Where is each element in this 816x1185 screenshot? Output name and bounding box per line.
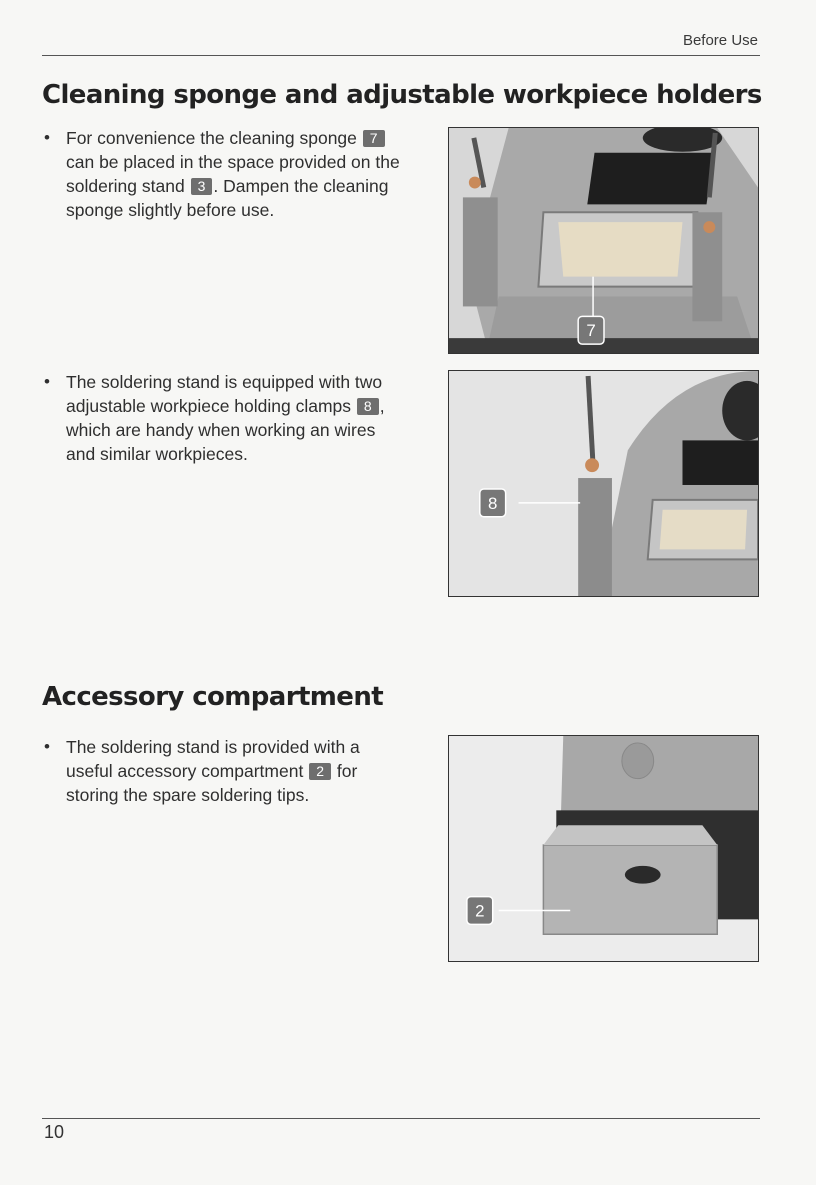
ref-tag-7: 7 bbox=[363, 130, 385, 147]
ref-tag-2: 2 bbox=[309, 763, 331, 780]
paragraph-accessory-compartment: • The soldering stand is provided with a useful accessory compartment 2 for storing the spare soldering tips. bbox=[44, 737, 360, 805]
photo-cleaning-sponge bbox=[448, 127, 759, 354]
photo-callout-2: 2 bbox=[475, 901, 485, 921]
photo-callout-8: 8 bbox=[488, 493, 498, 513]
bullet: • bbox=[44, 128, 50, 147]
paragraph-cleaning-sponge: • For convenience the cleaning sponge 7can be placed in the space provided on the soldering stand 3 . Dampen the cleaning sponge slightly before use. bbox=[44, 128, 400, 220]
photo-accessory-compartment bbox=[448, 735, 759, 962]
page-number: 10 bbox=[44, 1122, 65, 1142]
photo-workpiece-clamps bbox=[448, 370, 759, 597]
header-rule bbox=[42, 55, 760, 56]
bullet: • bbox=[44, 737, 50, 756]
paragraph-workpiece-clamps: • The soldering stand is equipped with two adjustable workpiece holding clamps 8 , which are handy when working an wires and similar workpieces. bbox=[44, 372, 385, 464]
ref-tag-3: 3 bbox=[191, 178, 213, 195]
section-title-cleaning: Cleaning sponge and adjustable workpiece holders bbox=[42, 80, 762, 110]
section-title-accessory: Accessory compartment bbox=[42, 682, 384, 712]
bullet: • bbox=[44, 372, 50, 391]
ref-tag-8: 8 bbox=[357, 398, 379, 415]
photo-callout-7: 7 bbox=[586, 321, 596, 341]
running-header: Before Use bbox=[682, 32, 758, 49]
footer-rule bbox=[42, 1118, 760, 1119]
